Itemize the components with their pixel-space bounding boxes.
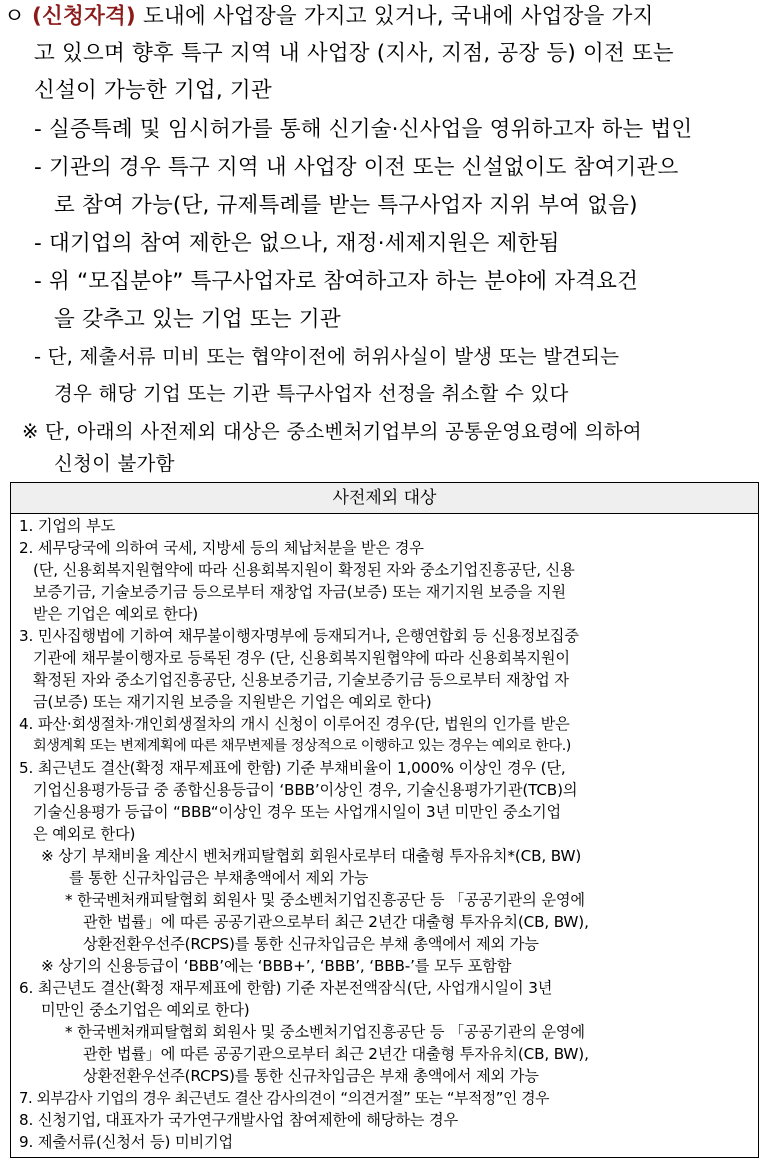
dash-item: - 위 “모집분야” 특구사업자로 참여하고자 하는 분야에 자격요건 [34,269,639,294]
box-line: 관한 법률」에 따른 공공기관으로부터 최근 2년간 대출형 투자유치(CB, BW), [83,913,589,931]
box-line: 금(보증) 또는 재기지원 보증을 지원받은 기업은 예외로 한다) [33,693,432,711]
intro-line-3: 신설이 가능한 기업, 기관 [34,78,272,103]
box-line: ※ 상기 부채비율 계산시 벤처캐피탈협회 회원사로부터 대출형 투자유치*(CB, BW) [41,847,582,865]
dash-item-cont: 로 참여 가능(단, 규제특례를 받는 특구사업자 지위 부여 없음) [54,193,638,218]
box-line: 확정된 자와 중소기업진흥공단, 신용보증기금, 기술보증기금 등으로부터 재창업 자 [33,671,569,689]
dash-item-cont: 을 갖추고 있는 기업 또는 기관 [54,307,341,332]
box-line: 1. 기업의 부도 [19,517,116,535]
box-line: ※ 상기의 신용등급이 ‘BBB’에는 ‘BBB+’, ‘BBB’, ‘BBB-’를 모두 포함함 [41,957,512,975]
box-line: * 한국벤처캐피탈협회 회원사 및 중소벤처기업진흥공단 등 「공공기관의 운영에 [65,1023,585,1041]
box-line: 미만인 중소기업은 예외로 한다) [41,1001,250,1019]
dash-item: - 단, 제출서류 미비 또는 협약이전에 허위사실이 발생 또는 발견되는 [34,345,620,368]
box-line: 9. 제출서류(신청서 등) 미비기업 [19,1133,234,1151]
box-line: (단, 신용회복지원협약에 따라 신용회복지원이 확정된 자와 중소기업진흥공단, 신용 [33,561,575,579]
box-line: 보증기금, 기술보증기금 등으로부터 재창업 자금(보증) 또는 재기지원 보증을 지원 [33,583,566,601]
box-line: 6. 최근년도 결산(확정 재무제표에 한함) 기준 자본전액잠식(단, 사업개시일이 3년 [19,979,553,997]
box-line: 4. 파산·회생절차·개인회생절차의 개시 신청이 이루어진 경우(단, 법원의 인가를 받은 [19,715,570,733]
box-line: 기업신용평가등급 중 종합신용등급이 ‘BBB’이상인 경우, 기술신용평가기관(TCB)의 [33,781,578,799]
box-line: 기관에 채무불이행자로 등록된 경우 (단, 신용회복지원협약에 따라 신용회복지원이 [33,649,570,667]
dash-item: - 기관의 경우 특구 지역 내 사업장 이전 또는 신설없이도 참여기관으 [34,155,679,180]
box-line: * 한국벤처캐피탈협회 회원사 및 중소벤처기업진흥공단 등 「공공기관의 운영에 [65,891,585,909]
box-line: 은 예외로 한다) [33,825,136,843]
exclusion-box-title: 사전제외 대상 [11,483,758,514]
note-line: ※ 단, 아래의 사전제외 대상은 중소벤처기업부의 공통운영요령에 의하여 [22,420,642,443]
dash-item: - 대기업의 참여 제한은 없으나, 재정·세제지원은 제한됨 [34,231,560,256]
intro-line-1 [4,0,654,30]
box-line: 기술신용평가 등급이 “BBB“이상인 경우 또는 사업개시일이 3년 미만인 중소기업 [33,803,561,821]
box-line: 받은 기업은 예외로 한다) [33,605,199,623]
section-label: (신청자격) [32,4,136,29]
box-line: 상환전환우선주(RCPS)를 통한 신규차입금은 부채 총액에서 제외 가능 [83,1067,539,1085]
bullet-icon: ㅇ [4,4,25,29]
note-line-cont: 신청이 불가함 [54,452,175,475]
exclusion-box [10,482,759,1158]
box-line: 회생계획 또는 변제계획에 따른 채무변제를 정상적으로 이행하고 있는 경우는 예외로 한다.) [33,738,571,754]
box-line: 를 통한 신규차입금은 부채총액에서 제외 가능 [69,869,369,887]
dash-item-cont: 경우 해당 기업 또는 기관 특구사업자 선정을 취소할 수 있다 [54,382,569,405]
box-line: 상환전환우선주(RCPS)를 통한 신규차입금은 부채 총액에서 제외 가능 [83,935,539,953]
intro-line-2: 고 있으며 향후 특구 지역 내 사업장 (지사, 지점, 공장 등) 이전 또는 [34,41,674,66]
box-line: 2. 세무당국에 의하여 국세, 지방세 등의 체납처분을 받은 경우 [19,539,424,557]
box-line: 8. 신청기업, 대표자가 국가연구개발사업 참여제한에 해당하는 경우 [19,1111,459,1129]
box-line: 5. 최근년도 결산(확정 재무제표에 한함) 기준 부채비율이 1,000% 이상인 경우 (단, [19,759,566,777]
box-line: 3. 민사집행법에 기하여 채무불이행자명부에 등재되거나, 은행연합회 등 신용정보집중 [19,627,579,645]
box-line: 7. 외부감사 기업의 경우 최근년도 결산 감사의견이 “의견거절” 또는 “부적정”인 경우 [19,1090,550,1107]
box-line: 관한 법률」에 따른 공공기관으로부터 최근 2년간 대출형 투자유치(CB, BW), [83,1045,589,1063]
dash-item: - 실증특례 및 임시허가를 통해 신기술·신사업을 영위하고자 하는 법인 [34,117,693,142]
intro-text: 도내에 사업장을 가지고 있거나, 국내에 사업장을 가지 [135,4,654,29]
